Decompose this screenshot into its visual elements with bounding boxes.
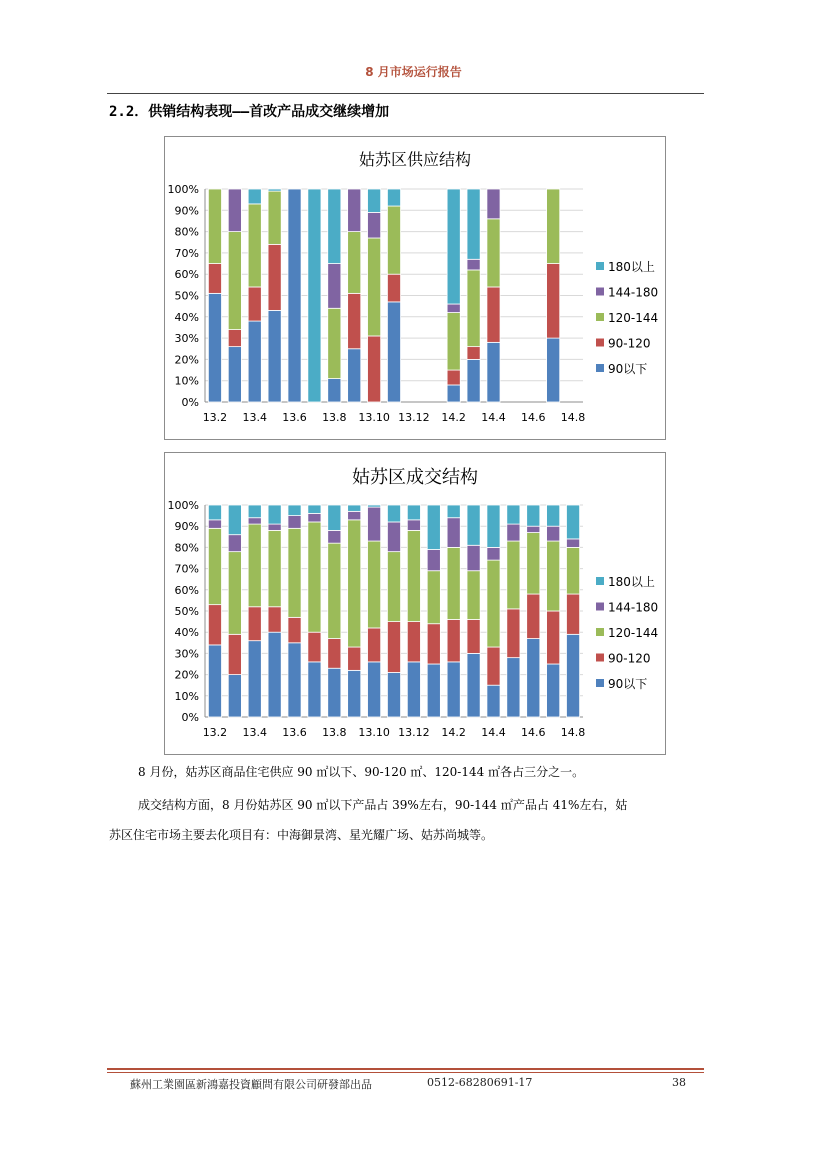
deal-x-tick-label: 14.8 [560, 726, 586, 739]
paragraph-transaction-summary: 成交结构方面，8 月份姑苏区 90 ㎡以下产品占 39%左右，90-144 ㎡产品占 41%左右，姑 [138, 798, 628, 812]
supply-chart-svg [165, 137, 665, 439]
deal-bar-14.4-180以上 [487, 505, 500, 547]
deal-bar-14.3-90以下 [467, 653, 480, 717]
deal-x-tick-label: 14.4 [481, 726, 506, 739]
deal-bar-13.4-144-180 [248, 518, 261, 524]
supply-bar-13.4-120-144 [248, 204, 261, 287]
supply-bar-13.2-120-144 [208, 189, 221, 264]
supply-x-tick-label: 13.2 [202, 411, 228, 424]
deal-bar-13.4-180以上 [248, 505, 261, 518]
deal-bar-14.8-90-120 [566, 594, 579, 634]
supply-bar-13.2-90-120 [208, 264, 221, 294]
deal-y-tick-label: 90% [174, 520, 199, 534]
deal-bar-14.3-120-144 [467, 571, 480, 620]
deal-bar-14.5-90-120 [507, 609, 520, 658]
deal-bar-14.7-144-180 [547, 526, 560, 541]
deal-bar-14.7-90以下 [547, 664, 560, 717]
deal-bar-13.7-90以下 [308, 662, 321, 717]
deal-legend-label: 144-180 [608, 600, 659, 615]
deal-y-tick-label: 100% [167, 499, 199, 512]
deal-bar-13.6-90以下 [288, 643, 301, 717]
supply-bar-13.4-180以上 [248, 189, 261, 204]
supply-bar-13.8-144-180 [328, 264, 341, 309]
deal-legend-swatch [596, 603, 604, 611]
deal-bar-13.3-144-180 [228, 535, 241, 552]
deal-x-tick-label: 13.8 [322, 726, 347, 739]
deal-x-tick-label: 14.2 [441, 726, 466, 739]
deal-bar-14.1-144-180 [427, 550, 440, 571]
deal-bar-13.8-180以上 [328, 505, 341, 530]
supply-bar-13.5-90以下 [268, 310, 281, 402]
deal-bar-13.9-180以上 [348, 505, 361, 511]
supply-y-tick-label: 80% [174, 225, 199, 239]
deal-bar-13.5-90以下 [268, 632, 281, 717]
deal-bar-14.5-144-180 [507, 524, 520, 541]
deal-bar-13.8-90以下 [328, 668, 341, 717]
deal-bar-13.12-144-180 [407, 520, 420, 531]
deal-bar-13.10-90以下 [368, 662, 381, 717]
deal-bar-13.8-120-144 [328, 543, 341, 638]
deal-y-tick-label: 70% [174, 562, 199, 576]
deal-bar-13.11-120-144 [387, 552, 400, 622]
section-heading: 2.2．供销结构表现——首改产品成交继续增加 [109, 104, 390, 120]
supply-bar-14.2-120-144 [447, 313, 460, 371]
deal-bar-14.6-144-180 [527, 526, 540, 532]
supply-legend-label: 180以上 [608, 260, 655, 274]
deal-bar-13.9-90-120 [348, 647, 361, 670]
paragraph-transaction-projects: 苏区住宅市场主要去化项目有：中海御景湾、星光耀广场、姑苏尚城等。 [109, 828, 494, 842]
supply-y-tick-label: 20% [174, 353, 199, 367]
deal-bar-14.2-180以上 [447, 505, 460, 518]
deal-bar-14.1-90以下 [427, 664, 440, 717]
supply-y-tick-label: 10% [174, 374, 199, 388]
supply-bar-13.9-90以下 [348, 349, 361, 402]
deal-bar-14.6-120-144 [527, 533, 540, 594]
supply-bar-14.3-90-120 [467, 347, 480, 360]
supply-bar-14.3-90以下 [467, 359, 480, 402]
deal-bar-13.2-90以下 [208, 645, 221, 717]
deal-bar-14.7-90-120 [547, 611, 560, 664]
deal-bar-13.10-180以上 [368, 505, 381, 507]
deal-chart-title: 姑苏区成交结构 [352, 467, 478, 488]
supply-bar-14.3-120-144 [467, 270, 480, 347]
supply-bar-13.5-180以上 [268, 189, 281, 191]
supply-legend-label: 90以下 [608, 362, 648, 376]
deal-bar-13.12-90-120 [407, 622, 420, 662]
deal-bar-13.5-144-180 [268, 524, 281, 530]
deal-bar-14.4-144-180 [487, 547, 500, 560]
deal-bar-13.12-180以上 [407, 505, 420, 520]
deal-x-tick-label: 13.12 [398, 726, 430, 739]
deal-legend-label: 90以下 [608, 677, 648, 691]
footer-company: 蘇州工業園區新鴻嘉投資顧問有限公司研發部出品 [130, 1078, 372, 1091]
supply-bar-13.6-90以下 [288, 189, 301, 402]
deal-bar-14.1-90-120 [427, 624, 440, 664]
deal-legend-label: 90-120 [608, 651, 651, 666]
supply-bar-13.5-90-120 [268, 244, 281, 310]
deal-y-tick-label: 60% [174, 583, 199, 597]
deal-bar-13.3-90-120 [228, 634, 241, 674]
deal-legend-swatch [596, 577, 604, 585]
transaction-structure-chart [164, 452, 666, 755]
deal-bar-13.5-180以上 [268, 505, 281, 524]
supply-bar-13.4-90以下 [248, 321, 261, 402]
deal-bar-14.5-120-144 [507, 541, 520, 609]
deal-y-tick-label: 0% [181, 711, 199, 724]
supply-bar-13.8-180以上 [328, 189, 341, 264]
deal-bar-14.8-120-144 [566, 547, 579, 594]
deal-bar-14.2-144-180 [447, 518, 460, 548]
deal-bar-14.1-180以上 [427, 505, 440, 550]
supply-bar-13.9-144-180 [348, 189, 361, 232]
supply-chart-title: 姑苏区供应结构 [358, 150, 472, 169]
supply-x-tick-label: 14.4 [481, 411, 506, 424]
deal-bar-13.6-144-180 [288, 516, 301, 529]
paragraph-supply-summary: 8 月份，姑苏区商品住宅供应 90 ㎡以下、90-120 ㎡、120-144 ㎡各占三分之一。 [138, 765, 585, 779]
deal-x-tick-label: 13.4 [242, 726, 267, 739]
deal-bar-14.1-120-144 [427, 571, 440, 624]
supply-y-tick-label: 100% [167, 183, 199, 196]
footer-divider-thick [107, 1068, 704, 1070]
deal-bar-14.7-120-144 [547, 541, 560, 611]
supply-bar-13.10-90-120 [368, 336, 381, 402]
supply-x-tick-label: 13.8 [322, 411, 347, 424]
deal-legend-swatch [596, 679, 604, 687]
deal-bar-13.3-120-144 [228, 552, 241, 635]
supply-bar-13.4-90-120 [248, 287, 261, 321]
deal-y-tick-label: 50% [174, 605, 199, 618]
deal-bar-13.11-90以下 [387, 672, 400, 717]
deal-x-tick-label: 13.2 [202, 726, 228, 739]
supply-bar-13.10-144-180 [368, 212, 381, 238]
deal-bar-13.10-90-120 [368, 628, 381, 662]
supply-y-tick-label: 30% [174, 332, 199, 346]
deal-bar-13.4-90以下 [248, 641, 261, 717]
supply-x-tick-label: 13.12 [398, 411, 430, 424]
deal-x-tick-label: 13.10 [358, 726, 390, 739]
deal-bar-14.8-180以上 [566, 505, 579, 539]
deal-bar-13.6-90-120 [288, 617, 301, 642]
deal-y-tick-label: 40% [174, 626, 199, 640]
supply-legend-swatch [596, 364, 604, 372]
header-divider [107, 93, 704, 94]
deal-x-tick-label: 14.6 [521, 726, 546, 739]
supply-y-tick-label: 70% [174, 246, 199, 260]
supply-x-tick-label: 14.6 [521, 411, 546, 424]
deal-x-tick-label: 13.6 [282, 726, 307, 739]
supply-bar-13.2-90以下 [208, 293, 221, 402]
supply-legend-label: 144-180 [608, 285, 659, 300]
supply-x-tick-label: 13.6 [282, 411, 307, 424]
supply-legend-swatch [596, 262, 604, 270]
deal-bar-14.7-180以上 [547, 505, 560, 526]
deal-bar-13.2-144-180 [208, 520, 221, 528]
supply-bar-13.8-120-144 [328, 308, 341, 378]
deal-legend-swatch [596, 654, 604, 662]
deal-bar-14.2-90以下 [447, 662, 460, 717]
supply-y-tick-label: 40% [174, 310, 199, 324]
deal-bar-14.5-90以下 [507, 658, 520, 717]
deal-y-tick-label: 10% [174, 689, 199, 703]
deal-bar-14.6-90以下 [527, 639, 540, 717]
deal-bar-13.7-180以上 [308, 505, 321, 513]
transaction-chart-svg [165, 453, 665, 754]
deal-bar-13.10-144-180 [368, 507, 381, 541]
supply-legend-swatch [596, 288, 604, 296]
supply-legend-label: 90-120 [608, 336, 651, 351]
deal-bar-13.9-90以下 [348, 670, 361, 717]
supply-x-tick-label: 13.10 [358, 411, 390, 424]
deal-bar-13.10-120-144 [368, 541, 381, 628]
supply-bar-13.11-120-144 [387, 206, 400, 274]
deal-bar-14.8-144-180 [566, 539, 579, 547]
supply-bar-13.3-144-180 [228, 189, 241, 232]
deal-y-tick-label: 20% [174, 668, 199, 682]
supply-bar-14.3-180以上 [467, 189, 480, 259]
deal-bar-14.5-180以上 [507, 505, 520, 524]
deal-bar-13.11-180以上 [387, 505, 400, 522]
deal-bar-13.5-90-120 [268, 607, 281, 632]
deal-bar-13.8-90-120 [328, 639, 341, 669]
deal-bar-13.5-120-144 [268, 530, 281, 606]
supply-bar-14.2-180以上 [447, 189, 460, 304]
supply-bar-14.3-144-180 [467, 259, 480, 270]
supply-bar-13.10-120-144 [368, 238, 381, 336]
supply-bar-13.11-180以上 [387, 189, 400, 206]
deal-bar-14.4-90以下 [487, 685, 500, 717]
deal-bar-13.7-144-180 [308, 513, 321, 521]
supply-y-tick-label: 90% [174, 204, 199, 218]
supply-y-tick-label: 60% [174, 268, 199, 282]
deal-bar-14.4-90-120 [487, 647, 500, 685]
supply-bar-13.11-90以下 [387, 302, 400, 402]
deal-legend-label: 180以上 [608, 575, 655, 589]
deal-bar-13.6-180以上 [288, 505, 301, 516]
deal-bar-13.7-120-144 [308, 522, 321, 632]
deal-bar-13.9-144-180 [348, 511, 361, 519]
supply-legend-swatch [596, 339, 604, 347]
supply-bar-13.3-90-120 [228, 330, 241, 347]
deal-legend-swatch [596, 628, 604, 636]
supply-y-tick-label: 50% [174, 289, 199, 303]
supply-bar-14.4-120-144 [487, 219, 500, 287]
supply-bar-13.3-120-144 [228, 232, 241, 330]
deal-bar-13.9-120-144 [348, 520, 361, 647]
deal-bar-13.4-90-120 [248, 607, 261, 641]
deal-bar-14.4-120-144 [487, 560, 500, 647]
footer-phone: 0512-68280691-17 [427, 1076, 533, 1089]
supply-bar-13.5-120-144 [268, 191, 281, 244]
supply-y-tick-label: 0% [181, 396, 199, 409]
supply-bar-14.2-90以下 [447, 385, 460, 402]
deal-y-tick-label: 80% [174, 541, 199, 555]
supply-bar-13.9-90-120 [348, 293, 361, 348]
supply-legend-label: 120-144 [608, 311, 659, 325]
supply-bar-14.7-90-120 [547, 264, 560, 339]
supply-x-tick-label: 14.2 [441, 411, 466, 424]
deal-bar-13.11-144-180 [387, 522, 400, 552]
supply-structure-chart [164, 136, 666, 440]
supply-bar-14.4-90-120 [487, 287, 500, 342]
supply-bar-14.2-90-120 [447, 370, 460, 385]
supply-bar-14.7-120-144 [547, 189, 560, 264]
deal-bar-13.11-90-120 [387, 622, 400, 673]
supply-bar-13.9-120-144 [348, 232, 361, 294]
deal-bar-13.2-120-144 [208, 528, 221, 604]
supply-bar-13.3-90以下 [228, 347, 241, 402]
deal-bar-13.2-90-120 [208, 605, 221, 645]
deal-bar-14.8-90以下 [566, 634, 579, 717]
deal-bar-13.4-120-144 [248, 524, 261, 607]
deal-bar-14.2-120-144 [447, 547, 460, 619]
deal-bar-14.6-180以上 [527, 505, 540, 526]
deal-legend-label: 120-144 [608, 626, 659, 640]
deal-bar-13.8-144-180 [328, 530, 341, 543]
deal-bar-14.6-90-120 [527, 594, 540, 639]
supply-bar-13.10-180以上 [368, 189, 381, 212]
report-header-title: 8 月市场运行报告 [365, 65, 462, 79]
deal-bar-13.6-120-144 [288, 528, 301, 617]
supply-legend-swatch [596, 313, 604, 321]
deal-bar-14.3-144-180 [467, 545, 480, 570]
supply-bar-13.8-90以下 [328, 379, 341, 402]
deal-bar-14.3-180以上 [467, 505, 480, 545]
deal-bar-13.7-90-120 [308, 632, 321, 662]
supply-bar-13.11-90-120 [387, 274, 400, 302]
deal-bar-13.12-120-144 [407, 530, 420, 621]
deal-bar-13.12-90以下 [407, 662, 420, 717]
deal-bar-13.2-180以上 [208, 505, 221, 520]
deal-bar-13.3-180以上 [228, 505, 241, 535]
supply-bar-14.4-90以下 [487, 342, 500, 402]
deal-y-tick-label: 30% [174, 647, 199, 661]
supply-x-tick-label: 14.8 [560, 411, 586, 424]
footer-divider-thin [107, 1072, 704, 1073]
deal-bar-14.3-90-120 [467, 619, 480, 653]
supply-bar-14.4-144-180 [487, 189, 500, 219]
supply-bar-14.7-90以下 [547, 338, 560, 402]
supply-bar-13.7-180以上 [308, 189, 321, 402]
supply-bar-14.2-144-180 [447, 304, 460, 313]
supply-x-tick-label: 13.4 [242, 411, 267, 424]
page-number: 38 [672, 1076, 686, 1089]
deal-bar-14.2-90-120 [447, 619, 460, 661]
deal-bar-13.3-90以下 [228, 675, 241, 717]
